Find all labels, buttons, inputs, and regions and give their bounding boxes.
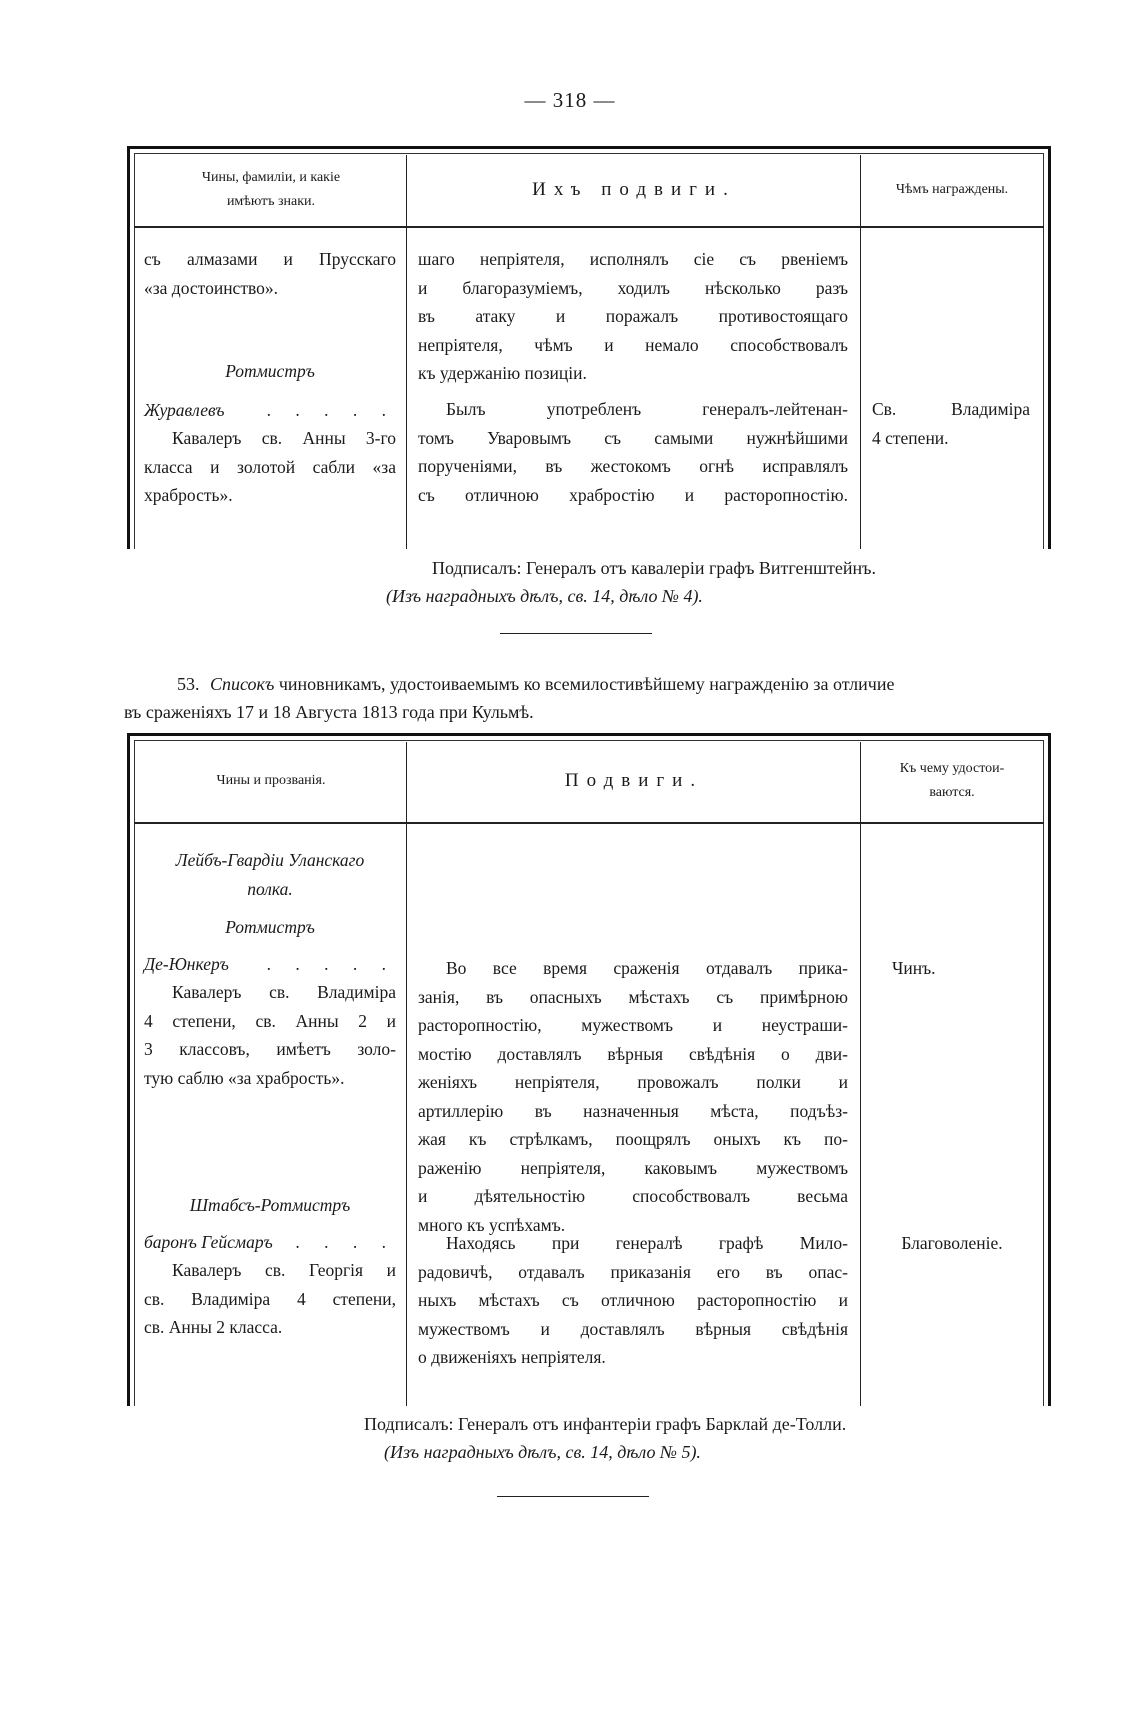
row1-col1 xyxy=(144,846,396,1092)
text-line: мужествомъ и доставлялъ вѣрныя свѣдѣнія xyxy=(418,1318,848,1339)
header-honored-with xyxy=(862,742,1042,820)
text-line: Св. Владиміра xyxy=(872,399,1030,419)
leader-dots: . . . . . xyxy=(266,399,396,420)
section-title-rest: чиновникамъ, удостоиваемымъ ко всемилостивѣйшему награжденію за отличие xyxy=(278,674,895,694)
text-line: шаго непріятеля, исполнялъ сіе съ рвеніемъ xyxy=(418,249,848,269)
row2-col1 xyxy=(144,1191,396,1342)
text-line: св. Анны 2 класса. xyxy=(144,1317,283,1337)
text-line: радовичѣ, отдавалъ приказанія его въ опас- xyxy=(418,1261,848,1282)
person-name: Де-Юнкеръ xyxy=(144,953,229,974)
text-line: «за достоинство». xyxy=(144,277,278,298)
awards-table-1 xyxy=(127,146,1051,549)
header-deeds xyxy=(408,155,860,225)
header-deeds xyxy=(408,742,860,820)
row1-col3 xyxy=(872,954,1050,983)
header-ranks-names xyxy=(136,155,406,225)
text-line: Находясь при генералѣ графѣ Мило- xyxy=(446,1233,848,1253)
text-line: раженію непріятеля, каковымъ мужествомъ xyxy=(418,1157,848,1178)
text-line: артиллерію въ назначенныя мѣста, подъѣз- xyxy=(418,1100,848,1121)
header-deeds-label: Ихъ подвиги. xyxy=(532,179,736,200)
row1-col1 xyxy=(144,245,396,302)
unit-name: полка. xyxy=(247,878,293,899)
text-line: Кавалеръ св. Анны 3-го xyxy=(172,428,396,448)
text-line: съ алмазами и Прусскаго xyxy=(144,249,396,269)
leader-dots: . . . . . xyxy=(266,953,396,974)
text-line: Во все время сраженія отдавалъ прика- xyxy=(446,958,848,978)
text-line: съ отличною храбростію и расторопностію. xyxy=(418,484,848,505)
header-rule xyxy=(134,822,1044,824)
text-line: ныхъ мѣстахъ съ отличною расторопностію и xyxy=(418,1290,848,1310)
text-line: Кавалеръ св. Георгія и xyxy=(172,1260,396,1280)
header-awarded-label: Чѣмъ награждены. xyxy=(895,182,1009,197)
rank-title: Ротмистръ xyxy=(225,361,315,381)
source-reference-2: (Изъ наградныхъ дѣлъ, св. 14, дѣло № 5). xyxy=(384,1442,701,1462)
leader-dots: . . . . xyxy=(295,1231,396,1252)
section-53-heading xyxy=(177,670,1047,698)
section-title-italic: Списокъ xyxy=(210,674,275,694)
text-line: порученіями, въ жестокомъ огнѣ исправлялъ xyxy=(418,456,848,476)
text-line: въ атаку и поражалъ противостоящаго xyxy=(418,306,848,326)
text-line: о движеніяхъ непріятеля. xyxy=(418,1347,606,1367)
person-name: баронъ Гейсмаръ xyxy=(144,1231,273,1252)
header-line: имѣютъ знаки. xyxy=(226,194,316,209)
text-line: храбрость». xyxy=(144,485,233,505)
row2-col2 xyxy=(418,395,848,509)
text-line: 4 степени, св. Анны 2 и xyxy=(144,1010,396,1031)
text-line: и дѣятельностію способствовалъ весьма xyxy=(418,1186,848,1206)
text-line: св. Владиміра 4 степени, xyxy=(144,1288,396,1309)
text-line: 3 классовъ, имѣетъ золо- xyxy=(144,1039,396,1059)
rank-title: Ротмистръ xyxy=(225,917,315,937)
section-number: 53. xyxy=(177,674,200,694)
header-ranks-titles xyxy=(136,742,406,820)
signature-1: Подписалъ: Генералъ отъ кавалеріи графъ Витгенштейнъ. xyxy=(432,558,876,578)
text-line: Кавалеръ св. Владиміра xyxy=(172,982,396,1002)
text-line: мостію доставлялъ вѣрныя свѣдѣнія о дви- xyxy=(418,1043,848,1064)
text-line: жая къ стрѣлкамъ, поощрялъ оныхъ къ по- xyxy=(418,1129,848,1149)
row1-col2 xyxy=(418,954,848,1239)
source-reference-1: (Изъ наградныхъ дѣлъ, св. 14, дѣло № 4). xyxy=(386,586,703,606)
header-deeds-label: Подвиги. xyxy=(564,770,704,791)
text-line: Былъ употребленъ генералъ-лейтенан- xyxy=(446,399,848,419)
text-line: томъ Уваровымъ съ самыми нужнѣйшими xyxy=(418,427,848,448)
person-name: Журавлевъ xyxy=(144,399,225,420)
text-line: къ удержанію позиціи. xyxy=(418,363,587,383)
text-line: занія, въ опасныхъ мѣстахъ съ примѣрною xyxy=(418,986,848,1007)
header-line: Чины, фамиліи, и какіе xyxy=(201,170,341,185)
text-line: много къ успѣхамъ. xyxy=(418,1214,566,1235)
page-number: — 318 — xyxy=(524,88,616,112)
row1-col2 xyxy=(418,245,848,388)
person-name-row xyxy=(144,950,396,979)
text-line: расторопностію, мужествомъ и неустраши- xyxy=(418,1015,848,1035)
header-line: Къ чему удостои- xyxy=(899,761,1005,776)
text-line: класса и золотой сабли «за xyxy=(144,456,396,477)
row2-col3 xyxy=(872,395,1030,452)
section-53-subtitle: въ сраженіяхъ 17 и 18 Августа 1813 года при Кульмѣ. xyxy=(124,702,534,722)
section-divider xyxy=(497,1496,649,1497)
awards-table-2 xyxy=(127,733,1051,1406)
text-line: и благоразуміемъ, ходилъ нѣсколько разъ xyxy=(418,277,848,298)
column-divider xyxy=(406,742,407,1406)
text-line: 4 степени. xyxy=(872,427,949,448)
signature-2: Подписалъ: Генералъ отъ инфантеріи графъ Барклай де-Толли. xyxy=(364,1414,847,1434)
award-value: Благоволеніе. xyxy=(901,1233,1003,1253)
header-awarded xyxy=(862,155,1042,225)
text-line: непріятеля, чѣмъ и немало способствовалъ xyxy=(418,334,848,355)
unit-name: Лейбъ-Гвардіи Уланскаго xyxy=(175,850,365,870)
award-value: Чинъ. xyxy=(892,958,936,978)
column-divider xyxy=(406,155,407,549)
person-name-row xyxy=(144,1228,396,1257)
header-ranks-titles-label: Чины и прозванія. xyxy=(216,773,326,788)
text-line: тую саблю «за храбрость». xyxy=(144,1067,345,1088)
header-rule xyxy=(134,226,1044,228)
row2-col3 xyxy=(872,1229,1032,1258)
column-divider xyxy=(860,742,861,1406)
row2-col2 xyxy=(418,1229,848,1372)
rank-title: Штабсъ-Ротмистръ xyxy=(189,1195,351,1215)
column-divider xyxy=(860,155,861,549)
section-divider xyxy=(500,633,652,634)
header-line: ваются. xyxy=(929,785,975,800)
text-line: женіяхъ непріятеля, провожалъ полки и xyxy=(418,1072,848,1092)
person-name-row xyxy=(144,396,396,425)
row2-col1 xyxy=(144,357,396,510)
